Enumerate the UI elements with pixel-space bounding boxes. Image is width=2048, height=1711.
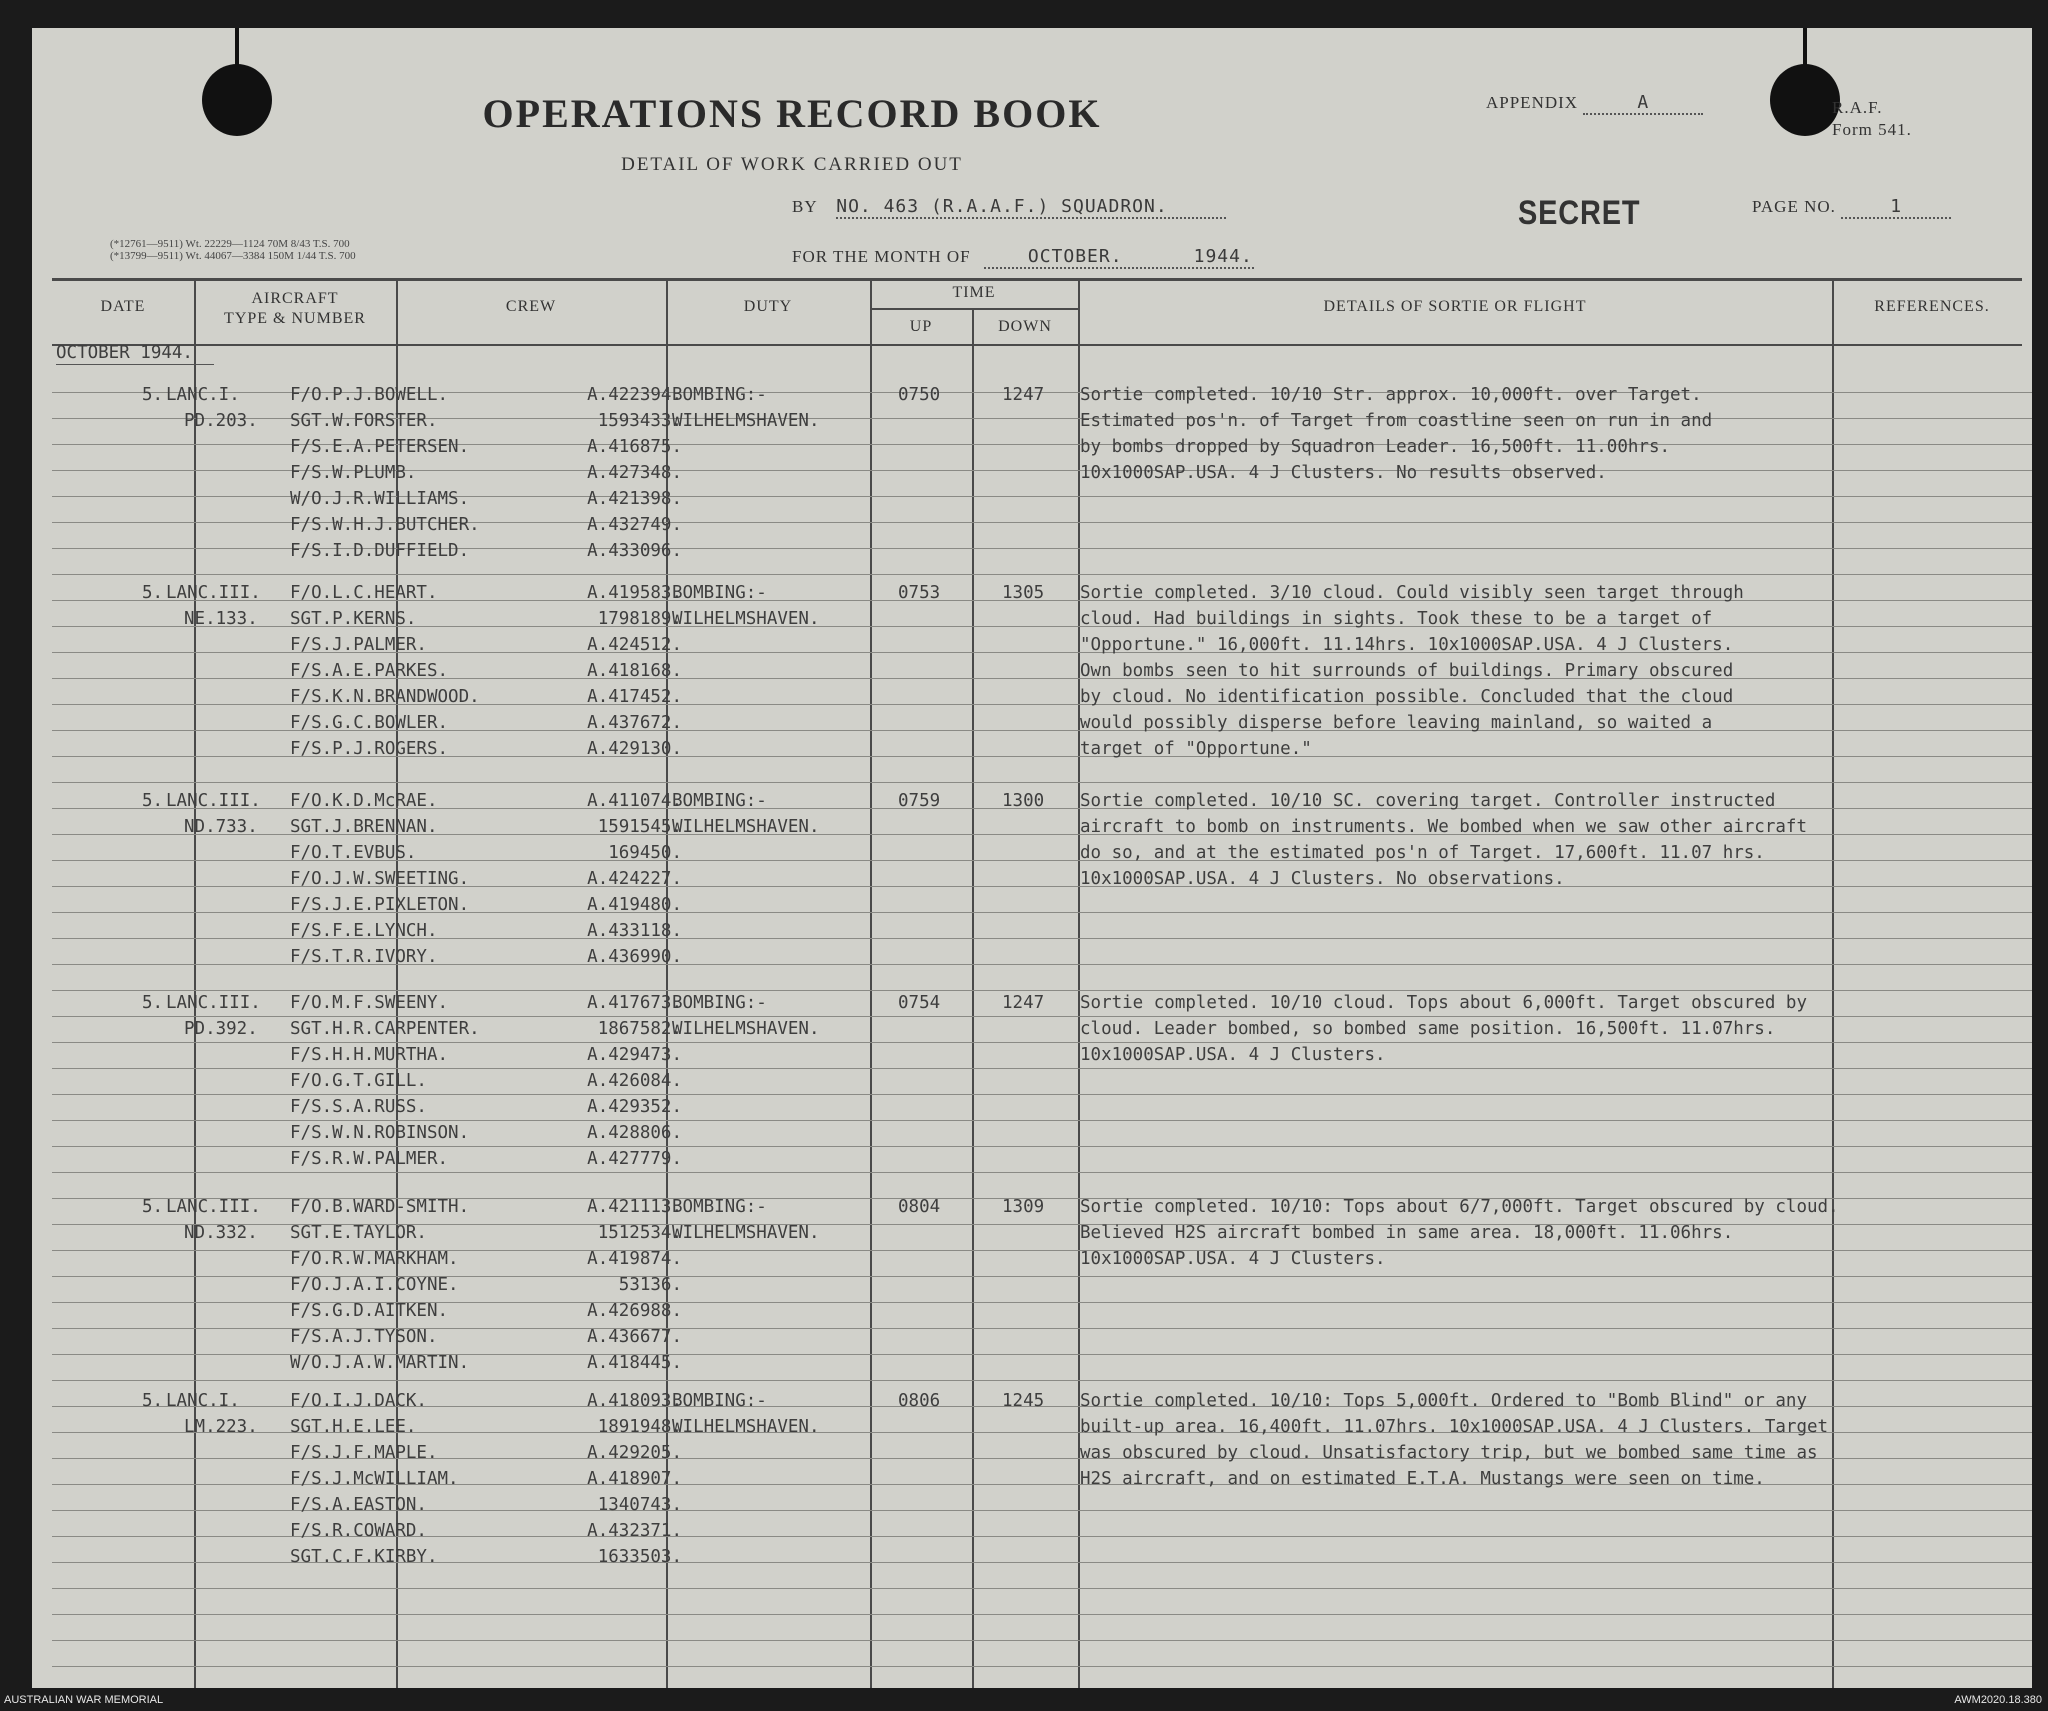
crew-number: A.417673. xyxy=(587,993,682,1013)
col-header-date: DATE xyxy=(100,298,146,315)
crew-name: SGT.H.E.LEE. xyxy=(290,1417,417,1437)
time-down: 1309 xyxy=(1002,1197,1045,1217)
crew-number: A.411074. xyxy=(587,791,682,811)
entry-date: 5. xyxy=(142,385,164,405)
crew-number: A.426084. xyxy=(587,1071,682,1091)
crew-name: F/S.W.H.J.BUTCHER. xyxy=(290,515,480,535)
aircraft-number: ND.332. xyxy=(184,1223,258,1243)
crew-number: A.432371. xyxy=(587,1521,682,1541)
crew-name: F/O.J.W.SWEETING. xyxy=(290,869,470,889)
binder-hole-right xyxy=(1770,64,1840,136)
crew-number: A.418907. xyxy=(587,1469,682,1489)
col-header-down: DOWN xyxy=(998,318,1052,335)
details-line: cloud. Had buildings in sights. Took these to be a target of xyxy=(1080,609,1713,629)
crew-name: F/O.J.A.I.COYNE. xyxy=(290,1275,459,1295)
col-header-crew: CREW xyxy=(505,298,557,315)
raf-label: R.A.F. xyxy=(1832,98,1883,117)
crew-number: A.433118. xyxy=(587,921,682,941)
crew-name: SGT.H.R.CARPENTER. xyxy=(290,1019,480,1039)
aircraft-type: LANC.III. xyxy=(166,993,261,1013)
aircraft-type: LANC.I. xyxy=(166,1391,240,1411)
time-up: 0806 xyxy=(898,1391,941,1411)
month-value: OCTOBER. 1944. xyxy=(984,246,1254,269)
details-line: would possibly disperse before leaving mainland, so waited a xyxy=(1080,713,1713,733)
crew-name: F/S.F.E.LYNCH. xyxy=(290,921,438,941)
crew-name: F/S.A.EASTON. xyxy=(290,1495,427,1515)
ruled-line xyxy=(52,1614,2032,1615)
footer-right: AWM2020.18.380 xyxy=(1954,1694,2042,1706)
crew-number: A.424512. xyxy=(587,635,682,655)
table-top-border xyxy=(52,278,2022,281)
ruled-line xyxy=(52,1666,2032,1667)
crew-number: A.429130. xyxy=(587,739,682,759)
print-code-2: (*13799—9511) Wt. 44067—3384 150M 1/44 T.S. 700 xyxy=(110,250,356,262)
details-line: was obscured by cloud. Unsatisfactory trip, but we bombed same time as xyxy=(1080,1443,1818,1463)
details-line: by cloud. No identification possible. Concluded that the cloud xyxy=(1080,687,1734,707)
crew-name: F/S.G.C.BOWLER. xyxy=(290,713,449,733)
table-header-rule xyxy=(52,344,2022,346)
col-header-details: DETAILS OF SORTIE OR FLIGHT xyxy=(1323,298,1587,315)
details-line: Own bombs seen to hit surrounds of buildings. Primary obscured xyxy=(1080,661,1734,681)
binder-slot-left xyxy=(235,28,239,68)
duty-line-2: WILHELMSHAVEN. xyxy=(672,1223,820,1243)
ruled-line xyxy=(52,1588,2032,1589)
details-line: 10x1000SAP.USA. 4 J Clusters. xyxy=(1080,1045,1386,1065)
page-number: 1 xyxy=(1841,196,1951,219)
crew-number: A.421398. xyxy=(587,489,682,509)
duty-line-2: WILHELMSHAVEN. xyxy=(672,817,820,837)
crew-name: F/S.J.E.PIXLETON. xyxy=(290,895,470,915)
crew-name: W/O.J.R.WILLIAMS. xyxy=(290,489,470,509)
crew-number: A.436677. xyxy=(587,1327,682,1347)
details-line: aircraft to bomb on instruments. We bombed when we saw other aircraft xyxy=(1080,817,1807,837)
crew-name: F/S.R.W.PALMER. xyxy=(290,1149,449,1169)
record-sheet xyxy=(32,28,2032,1688)
ruled-line xyxy=(52,1640,2032,1641)
crew-number: A.422394. xyxy=(587,385,682,405)
crew-name: SGT.W.FORSTER. xyxy=(290,411,438,431)
ruled-line xyxy=(52,574,2032,575)
crew-number: 1867582. xyxy=(597,1019,682,1039)
details-line: target of "Opportune." xyxy=(1080,739,1312,759)
details-line: Sortie completed. 10/10 SC. covering target. Controller instructed xyxy=(1080,791,1776,811)
crew-number: 1798189. xyxy=(597,609,682,629)
crew-name: F/S.W.N.ROBINSON. xyxy=(290,1123,470,1143)
crew-name: F/S.E.A.PETERSEN. xyxy=(290,437,470,457)
aircraft-number: PD.392. xyxy=(184,1019,258,1039)
page-subtitle: DETAIL OF WORK CARRIED OUT xyxy=(621,154,963,175)
crew-number: 53136. xyxy=(618,1275,682,1295)
duty-line-2: WILHELMSHAVEN. xyxy=(672,1417,820,1437)
entry-date: 5. xyxy=(142,1391,164,1411)
month-heading: OCTOBER 1944. xyxy=(56,343,193,363)
duty-line-1: BOMBING:- xyxy=(672,791,767,811)
crew-name: F/O.G.T.GILL. xyxy=(290,1071,427,1091)
col-header-duty: DUTY xyxy=(743,298,793,315)
duty-line-1: BOMBING:- xyxy=(672,1391,767,1411)
crew-name: F/S.P.J.ROGERS. xyxy=(290,739,449,759)
crew-name: F/S.A.J.TYSON. xyxy=(290,1327,438,1347)
details-line: 10x1000SAP.USA. 4 J Clusters. No observations. xyxy=(1080,869,1565,889)
month-heading-underline xyxy=(56,364,214,365)
details-line: Estimated pos'n. of Target from coastline seen on run in and xyxy=(1080,411,1713,431)
crew-name: F/S.G.D.AITKEN. xyxy=(290,1301,449,1321)
crew-number: 1891948. xyxy=(597,1417,682,1437)
crew-name: F/S.K.N.BRANDWOOD. xyxy=(290,687,480,707)
crew-name: SGT.C.F.KIRBY. xyxy=(290,1547,438,1567)
duty-line-1: BOMBING:- xyxy=(672,385,767,405)
crew-name: F/S.W.PLUMB. xyxy=(290,463,417,483)
time-down: 1247 xyxy=(1002,993,1045,1013)
crew-name: F/S.H.H.MURTHA. xyxy=(290,1045,449,1065)
crew-number: 1593433. xyxy=(597,411,682,431)
page-title: OPERATIONS RECORD BOOK xyxy=(482,91,1102,136)
crew-name: F/O.K.D.McRAE. xyxy=(290,791,438,811)
secret-stamp: SECRET xyxy=(1518,194,1641,232)
col-divider-details xyxy=(1832,280,1834,1688)
entry-date: 5. xyxy=(142,791,164,811)
details-line: "Opportune." 16,000ft. 11.14hrs. 10x1000SAP.USA. 4 J Clusters. xyxy=(1080,635,1734,655)
crew-number: A.428806. xyxy=(587,1123,682,1143)
details-line: Sortie completed. 10/10: Tops about 6/7,000ft. Target obscured by cloud. xyxy=(1080,1197,1839,1217)
crew-name: F/O.P.J.BOWELL. xyxy=(290,385,449,405)
crew-number: A.424227. xyxy=(587,869,682,889)
crew-name: F/S.J.PALMER. xyxy=(290,635,427,655)
crew-number: A.416875. xyxy=(587,437,682,457)
aircraft-number: NE.133. xyxy=(184,609,258,629)
crew-number: A.426988. xyxy=(587,1301,682,1321)
details-line: built-up area. 16,400ft. 11.07hrs. 10x1000SAP.USA. 4 J Clusters. Target xyxy=(1080,1417,1829,1437)
crew-name: F/S.J.F.MAPLE. xyxy=(290,1443,438,1463)
time-down: 1245 xyxy=(1002,1391,1045,1411)
time-up: 0753 xyxy=(898,583,941,603)
crew-number: 1633503. xyxy=(597,1547,682,1567)
crew-number: A.429352. xyxy=(587,1097,682,1117)
crew-number: A.419480. xyxy=(587,895,682,915)
col-divider-date xyxy=(194,280,196,1688)
crew-number: A.421113. xyxy=(587,1197,682,1217)
details-line: Sortie completed. 10/10 cloud. Tops about 6,000ft. Target obscured by xyxy=(1080,993,1807,1013)
crew-number: A.418168. xyxy=(587,661,682,681)
aircraft-type: LANC.III. xyxy=(166,791,261,811)
crew-number: A.429473. xyxy=(587,1045,682,1065)
time-up: 0754 xyxy=(898,993,941,1013)
ruled-line xyxy=(52,782,2032,783)
crew-name: F/O.R.W.MARKHAM. xyxy=(290,1249,459,1269)
duty-line-1: BOMBING:- xyxy=(672,583,767,603)
crew-name: F/S.A.E.PARKES. xyxy=(290,661,449,681)
details-line: H2S aircraft, and on estimated E.T.A. Mustangs were seen on time. xyxy=(1080,1469,1765,1489)
duty-line-2: WILHELMSHAVEN. xyxy=(672,609,820,629)
aircraft-type: LANC.III. xyxy=(166,1197,261,1217)
col-divider-up xyxy=(972,308,974,1688)
crew-number: A.429205. xyxy=(587,1443,682,1463)
time-down: 1247 xyxy=(1002,385,1045,405)
crew-number: A.437672. xyxy=(587,713,682,733)
entry-date: 5. xyxy=(142,993,164,1013)
entry-date: 5. xyxy=(142,1197,164,1217)
crew-name: F/S.I.D.DUFFIELD. xyxy=(290,541,470,561)
appendix-label: APPENDIX A xyxy=(1486,92,1703,115)
by-line: BY NO. 463 (R.A.A.F.) SQUADRON. xyxy=(792,196,1226,219)
aircraft-number: LM.223. xyxy=(184,1417,258,1437)
ruled-line xyxy=(52,1380,2032,1381)
crew-number: A.418445. xyxy=(587,1353,682,1373)
crew-name: SGT.E.TAYLOR. xyxy=(290,1223,427,1243)
col-header-up: UP xyxy=(909,318,933,335)
time-down: 1305 xyxy=(1002,583,1045,603)
col-header-references: REFERENCES. xyxy=(1874,298,1990,315)
crew-name: F/O.I.J.DACK. xyxy=(290,1391,427,1411)
entry-date: 5. xyxy=(142,583,164,603)
time-up: 0750 xyxy=(898,385,941,405)
crew-name: F/S.S.A.RUSS. xyxy=(290,1097,427,1117)
crew-number: 1591545. xyxy=(597,817,682,837)
footer-left: AUSTRALIAN WAR MEMORIAL xyxy=(4,1694,164,1706)
crew-number: A.432749. xyxy=(587,515,682,535)
details-line: cloud. Leader bombed, so bombed same position. 16,500ft. 11.07hrs. xyxy=(1080,1019,1776,1039)
time-subheader-rule xyxy=(870,308,1078,310)
duty-line-2: WILHELMSHAVEN. xyxy=(672,411,820,431)
time-up: 0804 xyxy=(898,1197,941,1217)
col-header-time: TIME xyxy=(952,284,996,301)
crew-number: A.436990. xyxy=(587,947,682,967)
crew-number: 1340743. xyxy=(597,1495,682,1515)
crew-name: F/O.M.F.SWEENY. xyxy=(290,993,449,1013)
details-line: do so, and at the estimated pos'n of Target. 17,600ft. 11.07 hrs. xyxy=(1080,843,1765,863)
col-header-aircraft: AIRCRAFT xyxy=(251,290,339,307)
ruled-line xyxy=(52,1172,2032,1173)
details-line: by bombs dropped by Squadron Leader. 16,500ft. 11.00hrs. xyxy=(1080,437,1671,457)
crew-name: F/O.L.C.HEART. xyxy=(290,583,438,603)
crew-number: A.419583. xyxy=(587,583,682,603)
crew-name: F/S.J.McWILLIAM. xyxy=(290,1469,459,1489)
crew-name: F/S.T.R.IVORY. xyxy=(290,947,438,967)
crew-name: W/O.J.A.W.MARTIN. xyxy=(290,1353,470,1373)
details-line: Sortie completed. 10/10 Str. approx. 10,000ft. over Target. xyxy=(1080,385,1702,405)
details-line: Believed H2S aircraft bombed in same area. 18,000ft. 11.06hrs. xyxy=(1080,1223,1734,1243)
col-divider-duty xyxy=(870,280,872,1688)
details-line: Sortie completed. 10/10: Tops 5,000ft. Ordered to "Bomb Blind" or any xyxy=(1080,1391,1807,1411)
col-header-aircraft-sub: TYPE & NUMBER xyxy=(224,310,366,327)
crew-number: 169450. xyxy=(608,843,682,863)
crew-name: SGT.J.BRENNAN. xyxy=(290,817,438,837)
duty-line-1: BOMBING:- xyxy=(672,1197,767,1217)
crew-number: A.418093. xyxy=(587,1391,682,1411)
details-line: 10x1000SAP.USA. 4 J Clusters. No results observed. xyxy=(1080,463,1607,483)
crew-number: 1512534. xyxy=(597,1223,682,1243)
page-number-line: PAGE NO. 1 xyxy=(1752,196,1951,219)
crew-name: F/S.R.COWARD. xyxy=(290,1521,427,1541)
aircraft-type: LANC.III. xyxy=(166,583,261,603)
crew-name: F/O.B.WARD-SMITH. xyxy=(290,1197,470,1217)
time-down: 1300 xyxy=(1002,791,1045,811)
aircraft-number: PD.203. xyxy=(184,411,258,431)
print-code-1: (*12761—9511) Wt. 22229—1124 70M 8/43 T.S. 700 xyxy=(110,238,350,250)
crew-name: SGT.P.KERNS. xyxy=(290,609,417,629)
duty-line-1: BOMBING:- xyxy=(672,993,767,1013)
crew-number: A.417452. xyxy=(587,687,682,707)
details-line: 10x1000SAP.USA. 4 J Clusters. xyxy=(1080,1249,1386,1269)
duty-line-2: WILHELMSHAVEN. xyxy=(672,1019,820,1039)
aircraft-number: ND.733. xyxy=(184,817,258,837)
month-line: FOR THE MONTH OF OCTOBER. 1944. xyxy=(792,246,1253,267)
crew-number: A.419874. xyxy=(587,1249,682,1269)
appendix-value: A xyxy=(1583,92,1703,115)
squadron-name: NO. 463 (R.A.A.F.) SQUADRON. xyxy=(836,196,1226,219)
details-line: Sortie completed. 3/10 cloud. Could visibly seen target through xyxy=(1080,583,1744,603)
crew-number: A.427779. xyxy=(587,1149,682,1169)
crew-name: F/O.T.EVBUS. xyxy=(290,843,417,863)
crew-number: A.427348. xyxy=(587,463,682,483)
binder-slot-right xyxy=(1803,28,1807,68)
aircraft-type: LANC.I. xyxy=(166,385,240,405)
crew-number: A.433096. xyxy=(587,541,682,561)
time-up: 0759 xyxy=(898,791,941,811)
form-label: Form 541. xyxy=(1832,120,1912,139)
